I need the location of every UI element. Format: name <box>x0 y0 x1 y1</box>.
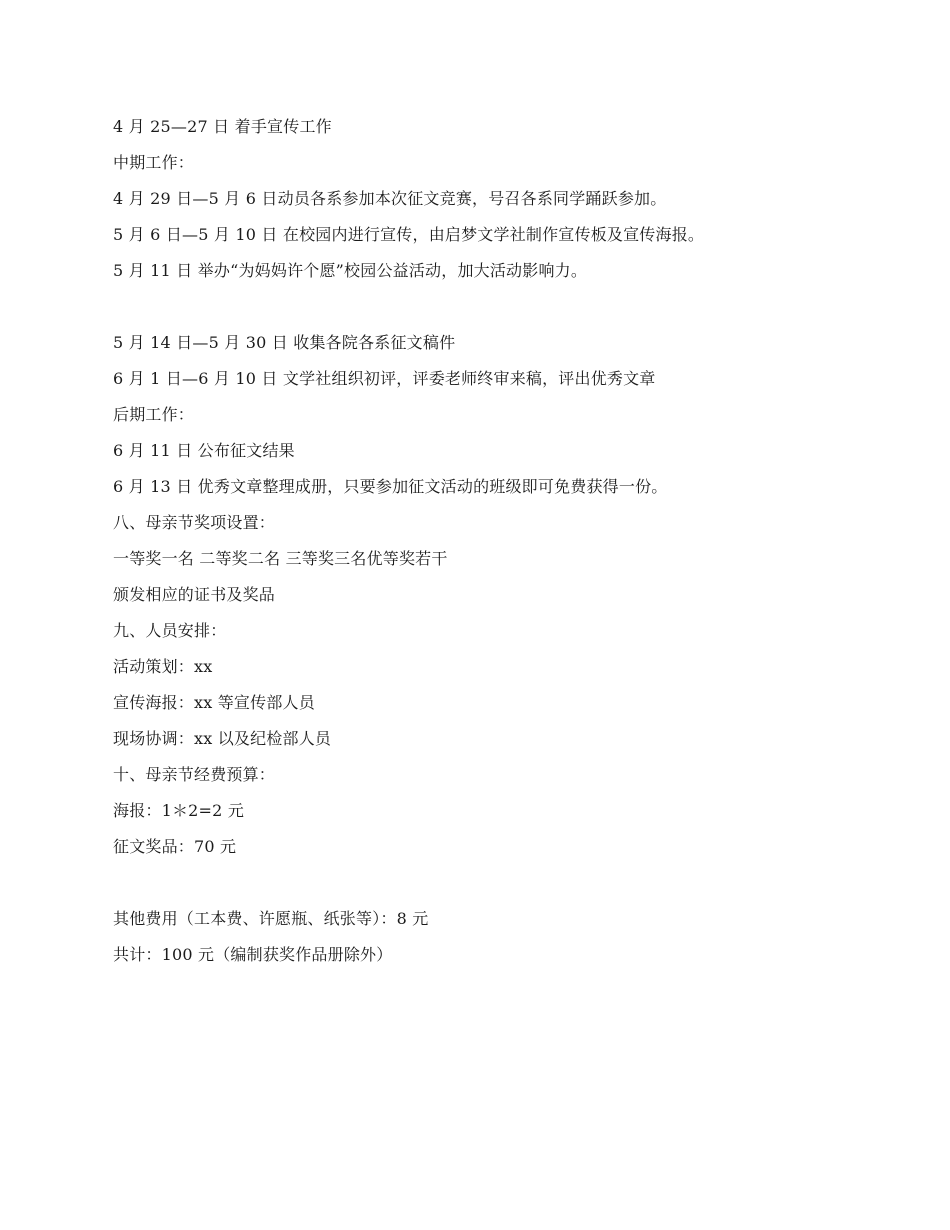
blank-line <box>113 289 893 325</box>
document-body <box>113 109 893 973</box>
schedule-line-announce-results: 6 月 11 日 公布征文结果 <box>113 441 295 460</box>
blank-line <box>113 865 893 901</box>
schedule-line-judging: 6 月 1 日—6 月 10 日 文学社组织初评，评委老师终审来稿，评出优秀文章 <box>113 369 656 388</box>
awards-breakdown: 一等奖一名 二等奖二名 三等奖三名优等奖若干 <box>113 549 448 568</box>
budget-other-costs: 其他费用（工本费、许愿瓶、纸张等）：8 元 <box>113 909 429 928</box>
section-heading-staffing: 九、人员安排： <box>113 621 227 640</box>
schedule-line-collect-entries: 5 月 14 日—5 月 30 日 收集各院各系征文稿件 <box>113 333 456 352</box>
schedule-line-campus-publicity: 5 月 6 日—5 月 10 日 在校园内进行宣传，由启梦文学社制作宣传板及宣传海报。 <box>113 225 705 244</box>
schedule-line-publicity-start: 4 月 25—27 日 着手宣传工作 <box>113 117 332 136</box>
schedule-line-compile-booklet: 6 月 13 日 优秀文章整理成册，只要参加征文活动的班级即可免费获得一份。 <box>113 477 668 496</box>
section-heading-awards: 八、母亲节奖项设置： <box>113 513 276 532</box>
awards-prizes: 颁发相应的证书及奖品 <box>113 585 276 604</box>
staff-posters: 宣传海报：xx 等宣传部人员 <box>113 693 315 712</box>
section-heading-late-term: 后期工作： <box>113 405 195 424</box>
section-heading-mid-term: 中期工作： <box>113 153 195 172</box>
staff-coordination: 现场协调：xx 以及纪检部人员 <box>113 729 332 748</box>
schedule-line-charity-event: 5 月 11 日 举办“为妈妈许个愿”校园公益活动，加大活动影响力。 <box>113 261 588 280</box>
budget-posters: 海报：1＊2=2 元 <box>113 801 245 820</box>
section-heading-budget: 十、母亲节经费预算： <box>113 765 276 784</box>
schedule-line-mobilize: 4 月 29 日—5 月 6 日动员各系参加本次征文竞赛，号召各系同学踊跃参加。 <box>113 189 667 208</box>
budget-total: 共计：100 元（编制获奖作品册除外） <box>113 945 393 964</box>
budget-prizes: 征文奖品：70 元 <box>113 837 237 856</box>
staff-planning: 活动策划：xx <box>113 657 213 676</box>
